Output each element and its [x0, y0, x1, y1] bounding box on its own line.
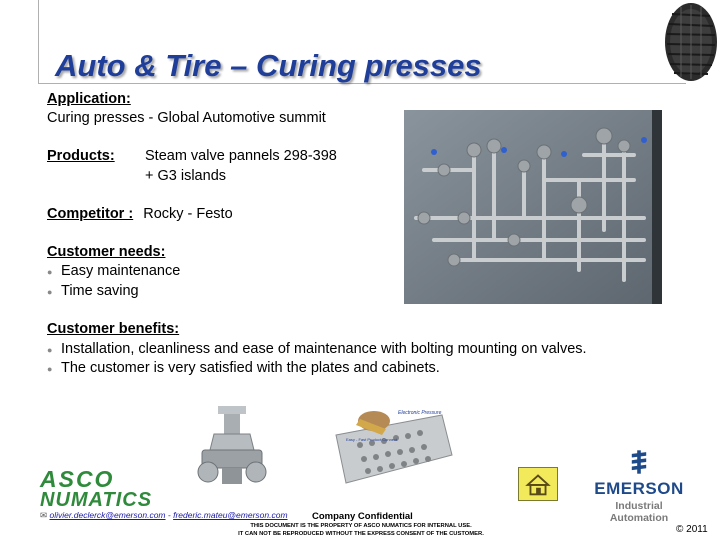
tire-image [664, 2, 718, 82]
needs-item: ● Easy maintenance [47, 262, 180, 281]
asco-logo-line2: NUMATICS [40, 489, 153, 511]
home-button[interactable] [518, 467, 558, 501]
application-text: Curing presses - Global Automotive summit [47, 110, 326, 126]
disclaimer-line2: IT CAN NOT BE REPRODUCED WITHOUT THE EXPRESS CONSENT OF THE CUSTOMER. [238, 530, 484, 537]
competitor-text: Rocky - Festo [143, 206, 233, 222]
asco-logo-line1: ASCO [40, 466, 115, 492]
header-vertical-rule [38, 0, 39, 84]
disclaimer [236, 523, 486, 538]
manifold-plate-image [330, 405, 454, 493]
home-icon [519, 468, 557, 500]
email-separator: - [165, 510, 174, 520]
email-link-1[interactable]: olivier.declerck@emerson.com [49, 510, 166, 520]
benefits-item: ● The customer is very satisfied with the plates and cabinets. [47, 359, 440, 378]
competitor-row [47, 205, 233, 224]
slide-title: Auto & Tire – Curing presses [55, 48, 482, 83]
company-confidential: Company Confidential [312, 511, 413, 522]
needs-item: ● Time saving [47, 282, 139, 301]
emerson-name: EMERSON [594, 479, 684, 498]
valve-product-image [196, 406, 268, 490]
application-label: Application: [47, 91, 131, 107]
emerson-logo [586, 450, 692, 524]
plate-label-top: Electronic Pressure [398, 410, 442, 416]
plate-label-bottom: Easy - Fast Product Connect [346, 437, 398, 442]
copyright: © 2011 [676, 524, 708, 535]
email-link-2[interactable]: frederic.mateu@emerson.com [173, 510, 288, 520]
disclaimer-line1: THIS DOCUMENT IS THE PROPERTY OF ASCO NUMATICS FOR INTERNAL USE. [250, 523, 472, 529]
competitor-label: Competitor : [47, 206, 134, 222]
products-line2: + G3 islands [145, 168, 227, 184]
products-line1: Steam valve pannels 298-398 [145, 148, 337, 164]
valve-panel-photo [404, 110, 662, 304]
benefits-item: ● Installation, cleanliness and ease of maintenance with bolting mounting on valves. [47, 340, 587, 359]
emerson-subtitle: Industrial Automation [609, 500, 669, 524]
contact-emails [40, 510, 288, 521]
products-label: Products: [47, 148, 115, 164]
customer-needs-label: Customer needs: [47, 244, 166, 260]
asco-numatics-logo [40, 466, 152, 512]
emerson-logo-icon [630, 450, 648, 474]
mail-icon: ✉ [40, 510, 48, 520]
customer-benefits-label: Customer benefits: [47, 321, 180, 337]
